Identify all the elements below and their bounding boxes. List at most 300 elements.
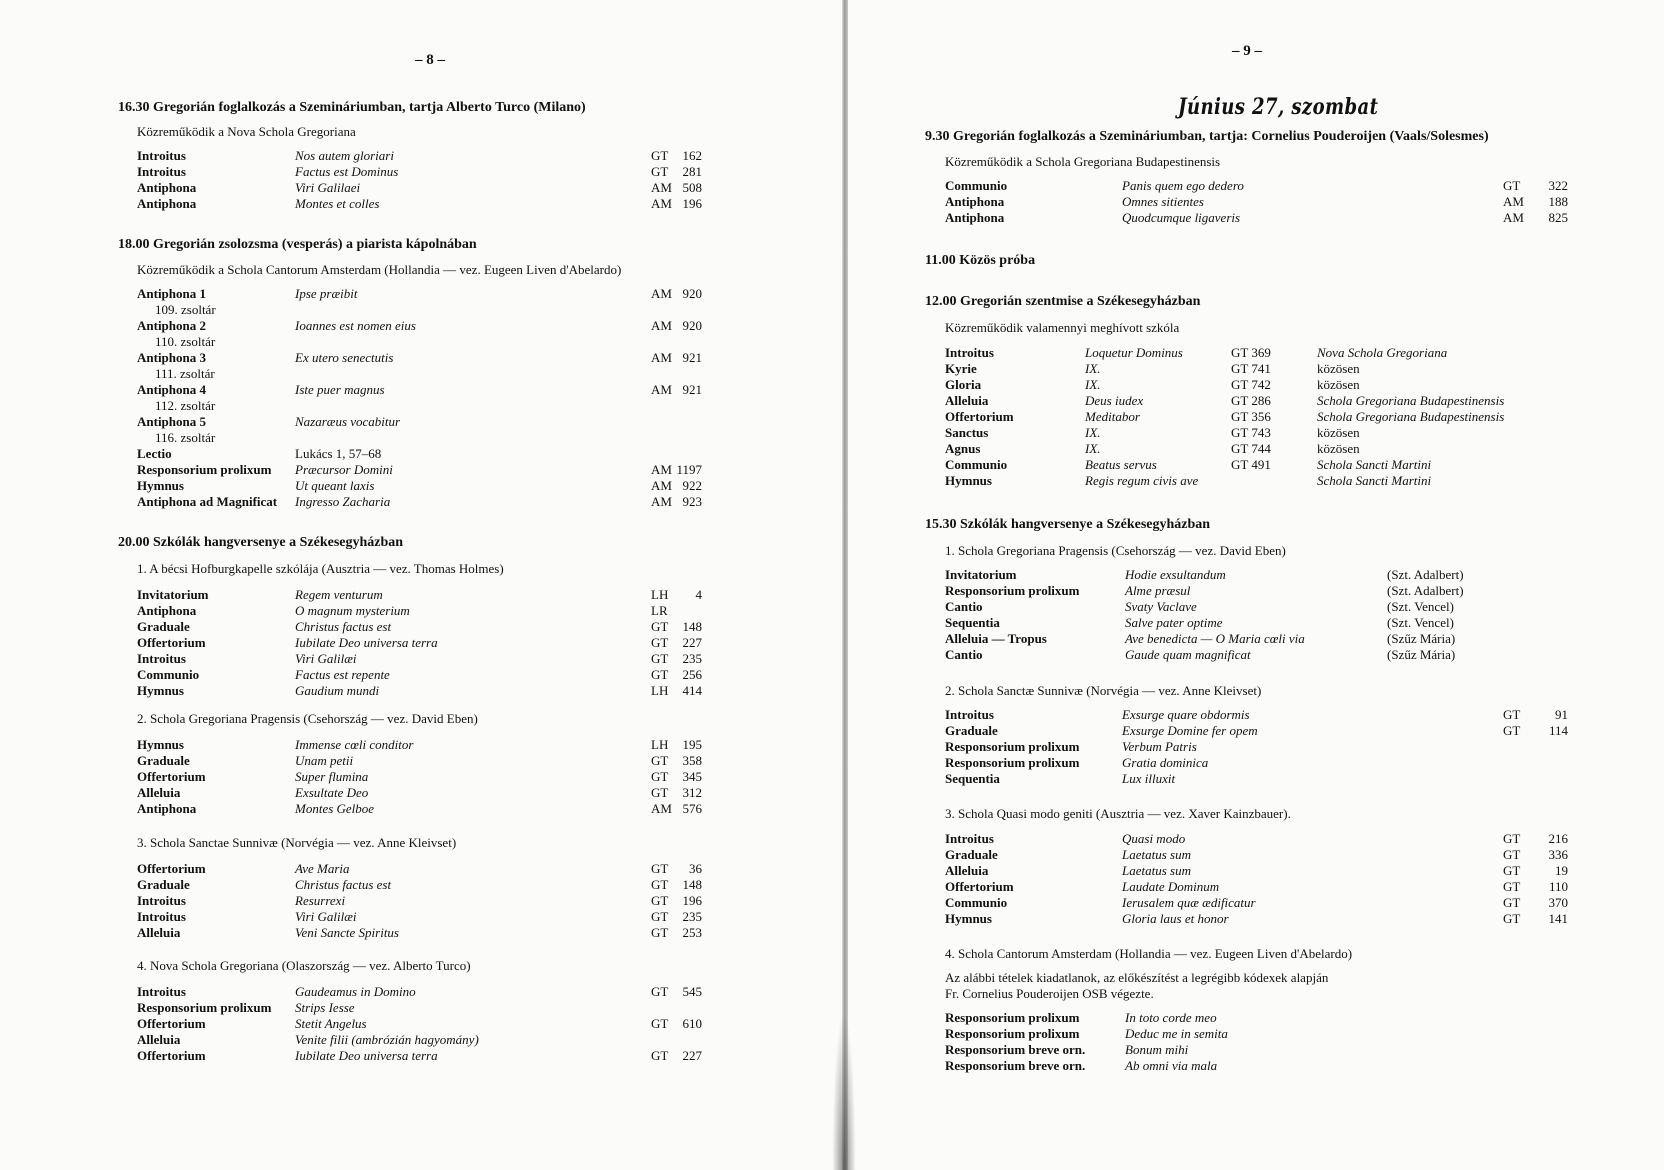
program-list — [945, 567, 1575, 663]
page-number-right: – 9 – — [1232, 43, 1262, 59]
book-code: AM — [651, 350, 672, 365]
item-label: Alleluia — [137, 1032, 181, 1047]
performer: közösen — [1317, 441, 1360, 456]
book-code: GT — [651, 877, 669, 892]
book-code: GT — [651, 148, 669, 163]
page-ref: 1197 — [676, 462, 702, 477]
program-row — [137, 1048, 757, 1064]
book-code: AM — [651, 286, 672, 301]
program-row — [945, 707, 1575, 723]
program-row — [137, 1000, 757, 1016]
page-ref: 19 — [1555, 863, 1568, 878]
performer: közösen — [1317, 361, 1360, 376]
program-row — [137, 737, 757, 753]
book-code: GT — [1503, 831, 1521, 846]
book-ref: GT 286 — [1231, 393, 1271, 408]
feast-note: (Szűz Mária) — [1387, 647, 1456, 662]
item-label: Offertorium — [945, 879, 1014, 894]
item-label: Antiphona ad Magnificat — [137, 494, 278, 509]
program-row — [945, 1026, 1575, 1042]
item-label: Graduale — [137, 619, 190, 634]
item-title: Svaty Vaclave — [1125, 599, 1197, 614]
item-title: Stetit Angelus — [295, 1016, 367, 1031]
item-label: Hymnus — [137, 683, 184, 698]
item-label: Communio — [945, 178, 1008, 193]
program-row — [945, 647, 1575, 663]
book-code: GT — [1503, 863, 1521, 878]
item-title: Iubilate Deo universa terra — [295, 1048, 438, 1063]
program-row — [945, 911, 1575, 927]
program-row — [137, 382, 757, 398]
page-ref: 336 — [1548, 847, 1568, 862]
item-label: Lectio — [137, 446, 172, 461]
item-label: Communio — [137, 667, 200, 682]
item-title: Christus factus est — [295, 619, 392, 634]
page-ref: 281 — [682, 164, 702, 179]
note-line: Az alábbi tételek kiadatlanok, az előkészítést a legrégibb kódexek alapján — [945, 970, 1329, 985]
feast-note: (Szt. Vencel) — [1387, 599, 1454, 614]
program-row — [137, 414, 757, 430]
item-title: Verbum Patris — [1122, 739, 1197, 754]
spine-shadow — [832, 1010, 856, 1170]
item-title: IX. — [1085, 441, 1101, 456]
section-heading: 11.00 Közös próba — [925, 253, 1036, 268]
item-title: Præcursor Domini — [295, 462, 393, 477]
program-row — [137, 462, 757, 478]
program-row — [137, 148, 757, 164]
item-title: Deus iudex — [1085, 393, 1144, 408]
item-title: Viri Galilæi — [295, 651, 357, 666]
item-label: Hymnus — [137, 478, 184, 493]
book-code: GT — [651, 893, 669, 908]
book-code: AM — [651, 196, 672, 211]
program-row — [137, 180, 757, 196]
psalm-line — [137, 430, 757, 446]
book-code: GT — [651, 753, 669, 768]
item-title: Regem venturum — [295, 587, 383, 602]
book-ref: GT 741 — [1231, 361, 1271, 376]
book-code: GT — [651, 651, 669, 666]
program-row — [945, 377, 1575, 393]
section-subtitle: Közreműködik valamennyi meghívott szkóla — [945, 320, 1180, 335]
book-code: GT — [651, 1016, 669, 1031]
item-label: Gloria — [945, 377, 982, 392]
book-ref: GT 491 — [1231, 457, 1271, 472]
item-label: Graduale — [945, 723, 998, 738]
program-list — [945, 1010, 1575, 1074]
program-list — [945, 707, 1575, 787]
item-title: Iste puer magnus — [295, 382, 385, 397]
feast-note: (Szt. Adalbert) — [1387, 583, 1464, 598]
book-code: GT — [1503, 895, 1521, 910]
item-label: Sequentia — [945, 771, 1000, 786]
item-label: Antiphona 4 — [137, 382, 206, 397]
feast-note: (Szűz Mária) — [1387, 631, 1456, 646]
item-label: Antiphona — [137, 180, 197, 195]
page-ref: 114 — [1548, 723, 1568, 738]
item-title: Gaudeamus in Domino — [295, 984, 416, 999]
page-ref: 920 — [682, 318, 702, 333]
page-ref: 358 — [682, 753, 702, 768]
performer: közösen — [1317, 377, 1360, 392]
program-row — [945, 879, 1575, 895]
group-subtitle: 4. Schola Cantorum Amsterdam (Hollandia — vez. Eugeen Liven d'Abelardo) — [945, 946, 1353, 961]
page-ref: 36 — [689, 861, 702, 876]
item-title: Ipse præibit — [295, 286, 358, 301]
book-code: AM — [651, 462, 672, 477]
item-label: Antiphona — [945, 210, 1005, 225]
item-title: In toto corde meo — [1125, 1010, 1217, 1025]
item-label: Sequentia — [945, 615, 1000, 630]
program-list — [137, 984, 757, 1064]
page-ref: 141 — [1548, 911, 1568, 926]
group-subtitle: 2. Schola Gregoriana Pragensis (Csehország — vez. David Eben) — [137, 711, 478, 726]
page-ref: 4 — [695, 587, 702, 602]
program-row — [137, 877, 757, 893]
item-title: Nos autem gloriari — [295, 148, 394, 163]
program-row — [137, 619, 757, 635]
program-row — [945, 210, 1575, 226]
page-ref: 148 — [682, 619, 702, 634]
program-row — [137, 350, 757, 366]
item-title: Quasi modo — [1122, 831, 1186, 846]
performer: Nova Schola Gregoriana — [1317, 345, 1448, 360]
program-list — [945, 178, 1575, 226]
performer: Schola Gregoriana Budapestinensis — [1317, 409, 1505, 424]
book-code: AM — [651, 801, 672, 816]
program-row — [137, 769, 757, 785]
item-label: Antiphona — [137, 196, 197, 211]
item-title: Quodcumque ligaveris — [1122, 210, 1241, 225]
program-row — [945, 441, 1575, 457]
book-code: GT — [651, 769, 669, 784]
item-label: Antiphona 2 — [137, 318, 206, 333]
item-title: Ut queant laxis — [295, 478, 375, 493]
program-row — [945, 457, 1575, 473]
item-label: Alleluia — [945, 393, 989, 408]
program-row — [137, 861, 757, 877]
page-ref: 256 — [682, 667, 702, 682]
page-ref: 195 — [682, 737, 702, 752]
page-ref: 216 — [1548, 831, 1568, 846]
item-title: Gratia dominica — [1122, 755, 1209, 770]
page-ref: 235 — [682, 909, 702, 924]
page-ref: 414 — [682, 683, 702, 698]
item-label: Responsorium prolixum — [945, 739, 1080, 754]
program-row — [945, 771, 1575, 787]
section-heading: 9.30 Gregorián foglalkozás a Szemináriumban, tartja: Cornelius Pouderoijen (Vaals/Solesmes) — [925, 129, 1489, 144]
page-ref: 148 — [682, 877, 702, 892]
page-ref: 227 — [682, 1048, 702, 1063]
section-subtitle: Közreműködik a Schola Cantorum Amsterdam (Hollandia — vez. Eugeen Liven d'Abelardo) — [137, 262, 622, 277]
item-title: Viri Galilaei — [295, 180, 361, 195]
item-title: Factus est Dominus — [295, 164, 399, 179]
item-title: Ave Maria — [295, 861, 350, 876]
performer: Schola Sancti Martini — [1317, 473, 1432, 488]
program-row — [945, 599, 1575, 615]
psalm-line — [137, 334, 757, 350]
item-label: Responsorium prolixum — [137, 1000, 272, 1015]
book-code: GT — [651, 667, 669, 682]
book-code: GT — [651, 619, 669, 634]
item-label: Graduale — [137, 877, 190, 892]
program-row — [137, 801, 757, 817]
item-label: Hymnus — [137, 737, 184, 752]
item-label: Hymnus — [945, 911, 992, 926]
program-row — [137, 164, 757, 180]
section-heading: 18.00 Gregorián zsolozsma (vesperás) a piarista kápolnában — [118, 237, 477, 252]
book-code: AM — [651, 318, 672, 333]
item-label: Agnus — [945, 441, 981, 456]
item-title: Gloria laus et honor — [1122, 911, 1229, 926]
item-title: Montes et colles — [295, 196, 380, 211]
program-row — [137, 587, 757, 603]
item-label: Introitus — [945, 831, 994, 846]
book-code: GT — [651, 164, 669, 179]
performer: Schola Gregoriana Budapestinensis — [1317, 393, 1505, 408]
item-label: Introitus — [137, 893, 186, 908]
item-title: Venite filii (ambrózián hagyomány) — [295, 1032, 479, 1047]
item-title: Ex utero senectutis — [295, 350, 394, 365]
item-title: Gaudium mundi — [295, 683, 380, 698]
book-ref: GT 742 — [1231, 377, 1271, 392]
psalm-label: 109. zsoltár — [155, 302, 216, 317]
page-ref: 923 — [682, 494, 702, 509]
group-subtitle: 2. Schola Sanctæ Sunnivæ (Norvégia — vez. Anne Kleivset) — [945, 683, 1262, 698]
item-label: Graduale — [945, 847, 998, 862]
page-ref: 312 — [682, 785, 702, 800]
book-code: GT — [651, 984, 669, 999]
program-row — [945, 194, 1575, 210]
item-label: Offertorium — [137, 1048, 206, 1063]
item-label: Cantio — [945, 599, 983, 614]
book-spine — [842, 0, 848, 1170]
item-label: Offertorium — [137, 861, 206, 876]
item-title: Gaude quam magnificat — [1125, 647, 1251, 662]
section-subtitle: Közreműködik a Schola Gregoriana Budapestinensis — [945, 154, 1221, 169]
page-ref: 508 — [682, 180, 702, 195]
psalm-line — [137, 398, 757, 414]
page-ref: 196 — [682, 196, 702, 211]
program-row — [137, 984, 757, 1000]
page-ref: 110 — [1548, 879, 1568, 894]
item-label: Alleluia — Tropus — [945, 631, 1047, 646]
group-subtitle: 3. Schola Quasi modo geniti (Ausztria — vez. Xaver Kainzbauer). — [945, 806, 1291, 821]
psalm-label: 116. zsoltár — [155, 430, 216, 445]
item-label: Sanctus — [945, 425, 989, 440]
program-row — [137, 318, 757, 334]
program-row — [137, 1016, 757, 1032]
program-row — [945, 409, 1575, 425]
page-ref: 825 — [1548, 210, 1568, 225]
item-label: Antiphona — [137, 603, 197, 618]
item-title: Bonum mihi — [1125, 1042, 1189, 1057]
item-label: Responsorium prolixum — [945, 1010, 1080, 1025]
program-row — [945, 863, 1575, 879]
program-row — [945, 178, 1575, 194]
item-title: Ave benedicta — O Maria cœli via — [1125, 631, 1305, 646]
book-code: GT — [651, 785, 669, 800]
program-row — [137, 909, 757, 925]
program-row — [137, 683, 757, 699]
page-ref: 322 — [1548, 178, 1568, 193]
item-label: Alleluia — [137, 785, 181, 800]
item-title: Beatus servus — [1085, 457, 1157, 472]
book-code: GT — [651, 909, 669, 924]
item-title: Panis quem ego dedero — [1122, 178, 1244, 193]
book-code: LR — [651, 603, 668, 618]
book-code: GT — [651, 1048, 669, 1063]
page-ref: 196 — [682, 893, 702, 908]
item-label: Antiphona — [945, 194, 1005, 209]
book-code: GT — [651, 635, 669, 650]
item-title: Immense cœli conditor — [295, 737, 414, 752]
book-code: AM — [1503, 210, 1524, 225]
item-title: IX. — [1085, 361, 1101, 376]
program-row — [137, 893, 757, 909]
item-title: Meditabor — [1085, 409, 1140, 424]
program-row — [945, 723, 1575, 739]
page-ref: 921 — [682, 350, 702, 365]
item-label: Introitus — [137, 909, 186, 924]
program-list — [137, 737, 757, 817]
book-code: AM — [651, 494, 672, 509]
item-label: Antiphona — [137, 801, 197, 816]
item-label: Invitatorium — [945, 567, 1017, 582]
program-row — [945, 425, 1575, 441]
book-code: GT — [651, 925, 669, 940]
group-subtitle: 1. Schola Gregoriana Pragensis (Csehország — vez. David Eben) — [945, 543, 1286, 558]
item-label: Alleluia — [945, 863, 989, 878]
item-title: Exsurge quare obdormis — [1122, 707, 1250, 722]
section-heading: 15.30 Szkólák hangversenye a Székesegyházban — [925, 517, 1211, 532]
item-title: Lux illuxit — [1122, 771, 1176, 786]
item-title: IX. — [1085, 377, 1101, 392]
item-label: Introitus — [137, 148, 186, 163]
program-row — [945, 739, 1575, 755]
item-title: Deduc me in semita — [1125, 1026, 1228, 1041]
page-number-left: – 8 – — [415, 52, 445, 68]
program-row — [945, 615, 1575, 631]
item-title: Ingresso Zacharia — [295, 494, 391, 509]
program-row — [137, 785, 757, 801]
book-code: AM — [651, 478, 672, 493]
item-label: Responsorium prolixum — [945, 583, 1080, 598]
program-row — [945, 631, 1575, 647]
page-ref: 91 — [1555, 707, 1568, 722]
item-title: O magnum mysterium — [295, 603, 410, 618]
group-subtitle: 4. Nova Schola Gregoriana (Olaszország — vez. Alberto Turco) — [137, 958, 471, 973]
book-ref: GT 369 — [1231, 345, 1271, 360]
book-code: GT — [651, 861, 669, 876]
book-code: LH — [651, 587, 669, 602]
program-row — [137, 196, 757, 212]
program-row — [945, 1010, 1575, 1026]
program-row — [945, 1042, 1575, 1058]
program-row — [137, 753, 757, 769]
program-row — [945, 847, 1575, 863]
item-label: Hymnus — [945, 473, 992, 488]
item-label: Introitus — [945, 707, 994, 722]
section-subtitle: Közreműködik a Nova Schola Gregoriana — [137, 124, 356, 139]
item-title: Alme præsul — [1125, 583, 1191, 598]
program-row — [945, 361, 1575, 377]
page-ref: 188 — [1548, 194, 1568, 209]
book-code: GT — [1503, 707, 1521, 722]
program-row — [137, 1032, 757, 1048]
item-label: Antiphona 1 — [137, 286, 206, 301]
book-code: GT — [1503, 847, 1521, 862]
item-label: Communio — [945, 895, 1008, 910]
page-ref: 610 — [682, 1016, 702, 1031]
page-ref: 576 — [682, 801, 702, 816]
item-title: Hodie exsultandum — [1125, 567, 1226, 582]
item-label: Offertorium — [945, 409, 1014, 424]
item-label: Cantio — [945, 647, 983, 662]
book-code: GT — [1503, 911, 1521, 926]
program-list — [137, 286, 757, 510]
feast-note: (Szt. Adalbert) — [1387, 567, 1464, 582]
program-row — [945, 473, 1575, 489]
program-row — [945, 755, 1575, 771]
program-row — [945, 567, 1575, 583]
page-ref: 253 — [682, 925, 702, 940]
item-title: IX. — [1085, 425, 1101, 440]
program-list — [945, 345, 1575, 489]
item-label: Responsorium breve orn. — [945, 1042, 1086, 1057]
item-label: Introitus — [137, 651, 186, 666]
item-title: Super flumina — [295, 769, 369, 784]
section-heading: 20.00 Szkólák hangversenye a Székesegyházban — [118, 535, 404, 550]
program-row — [945, 345, 1575, 361]
note-line: Fr. Cornelius Pouderoijen OSB végezte. — [945, 986, 1154, 1001]
item-label: Graduale — [137, 753, 190, 768]
item-title: Exsultate Deo — [295, 785, 369, 800]
item-title: Laetatus sum — [1122, 847, 1191, 862]
item-label: Antiphona 3 — [137, 350, 206, 365]
item-label: Offertorium — [137, 769, 206, 784]
item-title: Factus est repente — [295, 667, 390, 682]
program-row — [137, 446, 757, 462]
item-title: Exsurge Domine fer opem — [1122, 723, 1258, 738]
page-ref: 235 — [682, 651, 702, 666]
day-title: Június 27, szombat — [1178, 94, 1379, 120]
book-ref: GT 356 — [1231, 409, 1271, 424]
item-title: Veni Sancte Spiritus — [295, 925, 399, 940]
item-label: Responsorium breve orn. — [945, 1058, 1086, 1073]
page-ref: 162 — [682, 148, 702, 163]
page-ref: 921 — [682, 382, 702, 397]
program-row — [137, 925, 757, 941]
book-code: GT — [1503, 723, 1521, 738]
item-label: Antiphona 5 — [137, 414, 206, 429]
item-label: Introitus — [137, 984, 186, 999]
program-list — [137, 148, 757, 212]
item-title: Christus factus est — [295, 877, 392, 892]
item-title: Viri Galilæi — [295, 909, 357, 924]
item-title: Loquetur Dominus — [1085, 345, 1183, 360]
page-ref: 227 — [682, 635, 702, 650]
item-title: Lukács 1, 57–68 — [295, 446, 382, 461]
page-ref: 922 — [682, 478, 702, 493]
program-list — [137, 587, 757, 699]
page-ref: 920 — [682, 286, 702, 301]
item-title: Ierusalem quæ ædificatur — [1122, 895, 1256, 910]
item-label: Offertorium — [137, 635, 206, 650]
program-row — [137, 494, 757, 510]
book-code: LH — [651, 737, 669, 752]
item-title: Ioannes est nomen eius — [295, 318, 416, 333]
